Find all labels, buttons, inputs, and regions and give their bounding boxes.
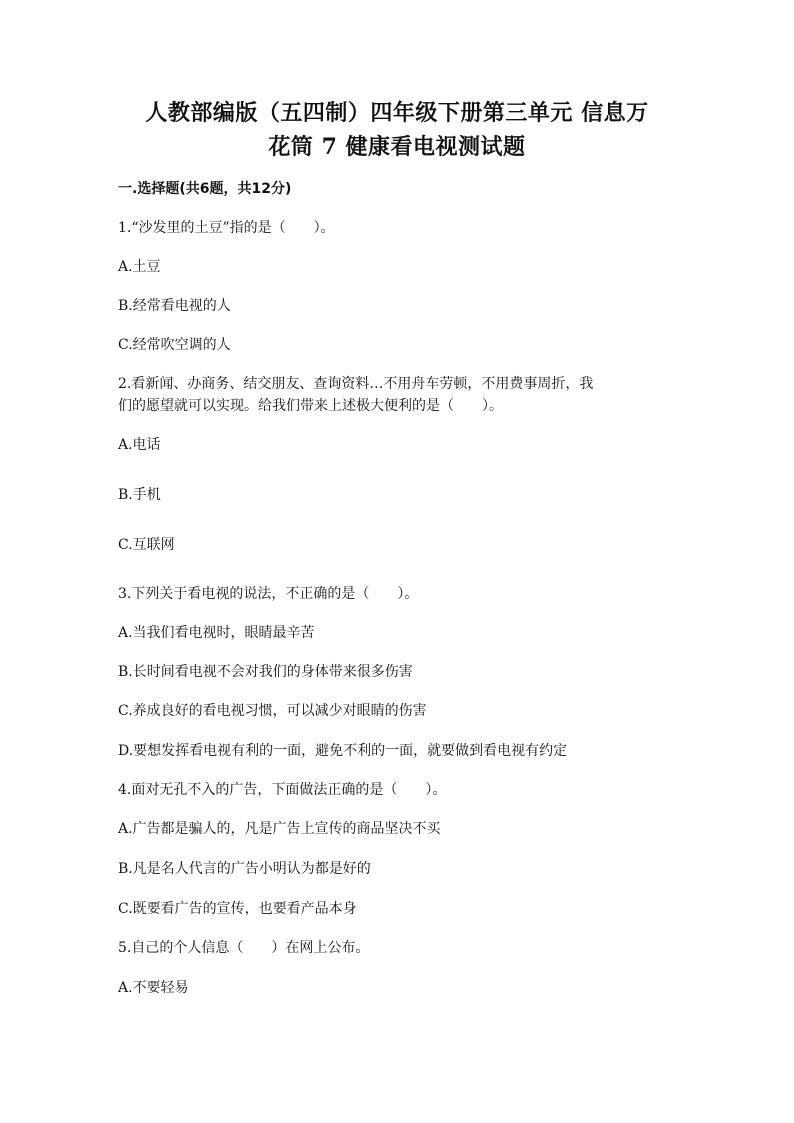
- question-4-option-c: C.既要看广告的宣传，也要看产品本身: [118, 901, 357, 917]
- question-2-option-b: B.手机: [118, 487, 161, 503]
- question-2-stem-line-2: 们的愿望就可以实现。给我们带来上述极大便利的是（ ）。: [118, 398, 503, 414]
- question-2-option-c: C.互联网: [118, 537, 175, 553]
- question-3-option-d: D.要想发挥看电视有利的一面，避免不利的一面，就要做到看电视有约定: [118, 743, 568, 759]
- question-5-option-a: A.不要轻易: [118, 980, 189, 996]
- question-3-option-a: A.当我们看电视时，眼睛最辛苦: [118, 625, 315, 641]
- question-2-stem-line-1: 2.看新闻、办商务、结交朋友、查询资料…不用舟车劳顿，不用费事周折，我: [118, 376, 594, 392]
- question-4-option-a: A.广告都是骗人的，凡是广告上宣传的商品坚决不买: [118, 821, 441, 837]
- question-3-option-c: C.养成良好的看电视习惯，可以减少对眼睛的伤害: [118, 703, 427, 719]
- title-line-1: 人教部编版（五四制）四年级下册第三单元 信息万: [145, 100, 649, 126]
- question-4-option-b: B.凡是名人代言的广告小明认为都是好的: [118, 861, 371, 877]
- question-5-stem: 5.自己的个人信息（ ）在网上公布。: [118, 940, 370, 956]
- question-1-option-b: B.经常看电视的人: [118, 298, 231, 314]
- page-title: [100, 96, 694, 164]
- question-3-stem: 3.下列关于看电视的说法，不正确的是（ ）。: [118, 586, 419, 602]
- question-3-option-b: B.长时间看电视不会对我们的身体带来很多伤害: [118, 664, 413, 680]
- title-line-2: 花筒 7 健康看电视测试题: [268, 134, 526, 160]
- question-1-stem: 1.“沙发里的土豆”指的是（ ）。: [118, 220, 335, 236]
- section-heading: 一.选择题(共6题，共12分): [118, 181, 292, 197]
- question-4-stem: 4.面对无孔不入的广告，下面做法正确的是（ ）。: [118, 782, 447, 798]
- question-1-option-c: C.经常吹空调的人: [118, 337, 231, 353]
- question-1-option-a: A.土豆: [118, 259, 161, 275]
- question-2-option-a: A.电话: [118, 437, 161, 453]
